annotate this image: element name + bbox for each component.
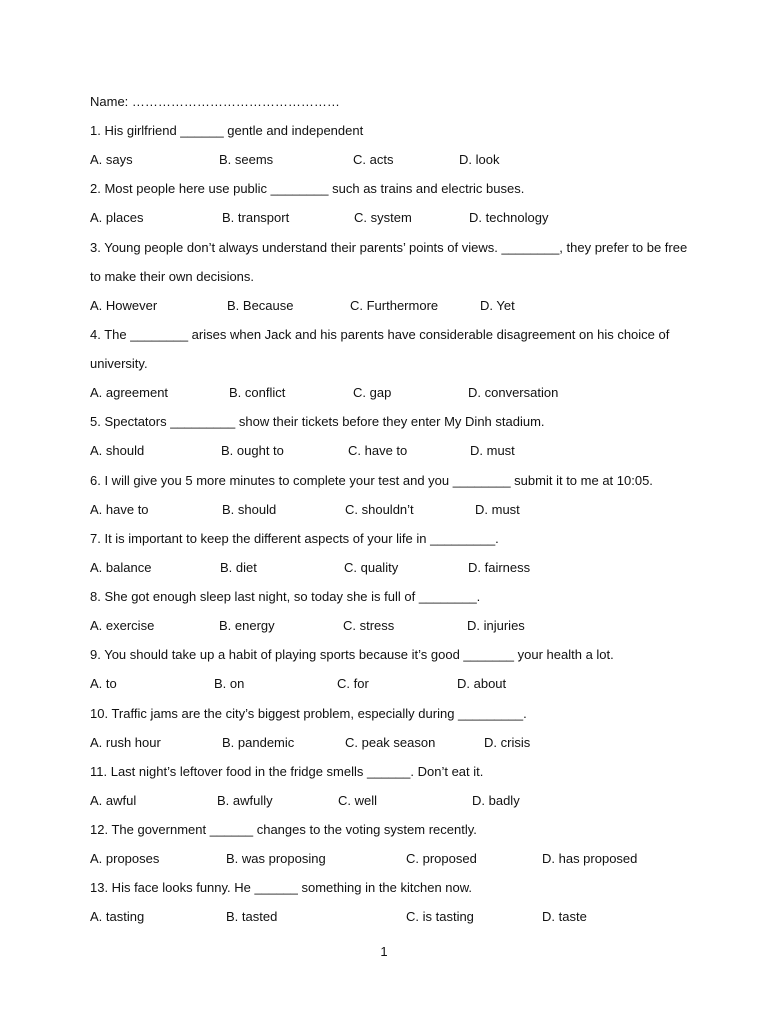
question-8-text: 8. She got enough sleep last night, so today she is full of ________. xyxy=(90,589,481,604)
question-5-text: 5. Spectators _________ show their tickets before they enter My Dinh stadium. xyxy=(90,414,545,429)
q12-option-b: B. was proposing xyxy=(226,851,326,866)
q13-option-a: A. tasting xyxy=(90,909,145,924)
question-11-text: 11. Last night’s leftover food in the fridge smells ______. Don’t eat it. xyxy=(90,764,484,779)
question-4-text-cont: university. xyxy=(90,356,148,371)
q12-option-a: A. proposes xyxy=(90,851,160,866)
q11-option-c: C. well xyxy=(338,793,378,808)
q3-option-d: D. Yet xyxy=(480,298,515,313)
page-number: 1 xyxy=(380,944,388,959)
q2-option-b: B. transport xyxy=(222,210,290,225)
q5-option-c: C. have to xyxy=(348,443,408,458)
name-line: Name: ………………………………………… xyxy=(90,94,340,109)
q8-option-c: C. stress xyxy=(343,618,395,633)
q2-option-d: D. technology xyxy=(469,210,549,225)
q6-option-c: C. shouldn’t xyxy=(345,502,414,517)
question-1-text: 1. His girlfriend ______ gentle and independent xyxy=(90,123,364,138)
q1-option-c: C. acts xyxy=(353,152,394,167)
q10-option-d: D. crisis xyxy=(484,735,531,750)
q12-option-d: D. has proposed xyxy=(542,851,638,866)
q7-option-d: D. fairness xyxy=(468,560,531,575)
q11-option-a: A. awful xyxy=(90,793,137,808)
q10-option-b: B. pandemic xyxy=(222,735,295,750)
question-3-text-cont: to make their own decisions. xyxy=(90,269,255,284)
question-6-text: 6. I will give you 5 more minutes to complete your test and you ________ submit it to me at 10:05. xyxy=(90,473,653,488)
q5-option-d: D. must xyxy=(470,443,515,458)
q13-option-b: B. tasted xyxy=(226,909,278,924)
q6-option-a: A. have to xyxy=(90,502,149,517)
q8-option-a: A. exercise xyxy=(90,618,155,633)
question-3-text: 3. Young people don’t always understand their parents’ points of views. ________, they prefer to be free xyxy=(90,240,688,255)
q3-option-b: B. Because xyxy=(227,298,294,313)
q11-option-d: D. badly xyxy=(472,793,520,808)
q13-option-c: C. is tasting xyxy=(406,909,474,924)
q6-option-d: D. must xyxy=(475,502,520,517)
question-13-text: 13. His face looks funny. He ______ something in the kitchen now. xyxy=(90,880,473,895)
q1-option-a: A. says xyxy=(90,152,133,167)
q9-option-c: C. for xyxy=(337,676,369,691)
q3-option-c: C. Furthermore xyxy=(350,298,439,313)
q9-option-a: A. to xyxy=(90,676,117,691)
q1-option-d: D. look xyxy=(459,152,500,167)
question-9-text: 9. You should take up a habit of playing sports because it’s good _______ your health a lot. xyxy=(90,647,614,662)
q4-option-b: B. conflict xyxy=(229,385,286,400)
q8-option-d: D. injuries xyxy=(467,618,525,633)
q6-option-b: B. should xyxy=(222,502,277,517)
q7-option-a: A. balance xyxy=(90,560,152,575)
q4-option-d: D. conversation xyxy=(468,385,559,400)
q12-option-c: C. proposed xyxy=(406,851,477,866)
q10-option-a: A. rush hour xyxy=(90,735,161,750)
question-7-text: 7. It is important to keep the different aspects of your life in _________. xyxy=(90,531,499,546)
q5-option-b: B. ought to xyxy=(221,443,284,458)
q5-option-a: A. should xyxy=(90,443,145,458)
q10-option-c: C. peak season xyxy=(345,735,436,750)
q3-option-a: A. However xyxy=(90,298,158,313)
question-4-text: 4. The ________ arises when Jack and his parents have considerable disagreement on his choice of xyxy=(90,327,670,342)
q2-option-c: C. system xyxy=(354,210,412,225)
q13-option-d: D. taste xyxy=(542,909,587,924)
q8-option-b: B. energy xyxy=(219,618,275,633)
q7-option-b: B. diet xyxy=(220,560,257,575)
q11-option-b: B. awfully xyxy=(217,793,273,808)
question-12-text: 12. The government ______ changes to the voting system recently. xyxy=(90,822,477,837)
q4-option-c: C. gap xyxy=(353,385,392,400)
question-10-text: 10. Traffic jams are the city’s biggest problem, especially during _________. xyxy=(90,706,527,721)
q2-option-a: A. places xyxy=(90,210,144,225)
q4-option-a: A. agreement xyxy=(90,385,169,400)
question-2-text: 2. Most people here use public ________ such as trains and electric buses. xyxy=(90,181,525,196)
q1-option-b: B. seems xyxy=(219,152,274,167)
q9-option-d: D. about xyxy=(457,676,507,691)
q9-option-b: B. on xyxy=(214,676,245,691)
q7-option-c: C. quality xyxy=(344,560,399,575)
